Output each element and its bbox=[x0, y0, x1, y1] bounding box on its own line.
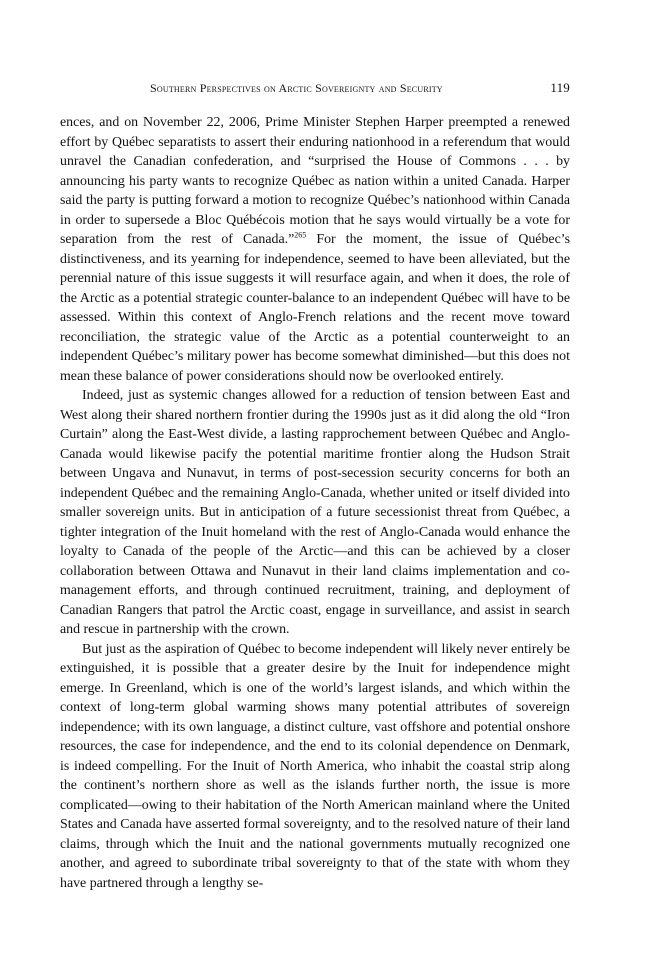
paragraph-2: Indeed, just as systemic changes allowed for a reduction of tension between East and West along their shared northern frontier during the 1990s just as it did along the old “Iron Curtain” along the East-West divide, a lasting rapprochement between Québec and Anglo-Canada would likewise pacify the potential maritime frontier along the Hudson Strait between Ungava and Nunavut, in terms of post-secession security concerns for both an independent Québec and the remaining Anglo-Canada, whether united or itself divided into smaller sovereign units. But in anticipation of a future secessionist threat from Québec, a tighter integration of the Inuit homeland with the rest of Anglo-Canada would enhance the loyalty to Canada of the people of the Arctic—and this can be achieved by a closer collaboration between Ottawa and Nunavut in their land claims implementation and co-management efforts, and through continued recruitment, training, and deployment of Canadian Rangers that patrol the Arctic coast, engage in surveillance, and assist in search and rescue in partnership with the crown. bbox=[60, 388, 570, 637]
paragraph-3: But just as the aspiration of Québec to become independent will likely never entirely be extinguished, it is possible that a greater desire by the Inuit for independence might emerge. In Greenland, which is one of the world’s largest islands, and which within the context of long-term global warming shows many potential attributes of sovereign independence; with its own language, a distinct culture, vast offshore and potential onshore resources, the case for independence, and the end to its colonial dependence on Denmark, is indeed compelling. For the Inuit of North America, who inhabit the coastal strip along the continent’s northern shore as well as the islands further north, the issue is more complicated—owing to their habitation of the North American mainland where the United States and Canada have asserted formal sovereignty, and to the resolved nature of their land claims, through which the Inuit and the national governments mutually recognized one another, and agreed to subordinate tribal sovereignty to that of the state with whom they have partnered through a lengthy se- bbox=[60, 641, 570, 891]
footnote-reference: 265 bbox=[294, 230, 307, 240]
paragraph-1 bbox=[60, 113, 570, 386]
paragraph-1-text-before-note: ences, and on November 22, 2006, Prime Minister Stephen Harper preempted a renewed effort by Québec separatists to assert their enduring nationhood in a referendum that would unravel the Canadian confederation, and “surprised the House of Commons . . . by announcing his party wants to recognize Québec as nation within a united Canada. Harper said the party is putting forward a motion to recognize Québec’s nationhood within Canada in order to supersede a Bloc Québécois motion that he says would virtually be a vote for separation from the rest of Canada.” bbox=[60, 115, 570, 247]
body-text bbox=[60, 113, 570, 893]
running-title: Southern Perspectives on Arctic Sovereignty and Security bbox=[150, 81, 443, 95]
page-number: 119 bbox=[550, 80, 570, 95]
paragraph-1-text-after-note: For the moment, the issue of Québec’s distinctiveness, and its yearning for independence, seemed to have been alleviated, but the perennial nature of this issue suggests it will resurface again, and when it does, the role of the Arctic as a potential strategic counter-balance to an independent Québec will have to be assessed. Within this context of Anglo-French relations and the recent move toward reconciliation, the strategic value of the Arctic as a potential counterweight to an independent Québec’s military power has become somewhat diminished—but this does not mean these balance of power considerations should now be overlooked entirely. bbox=[60, 232, 571, 384]
